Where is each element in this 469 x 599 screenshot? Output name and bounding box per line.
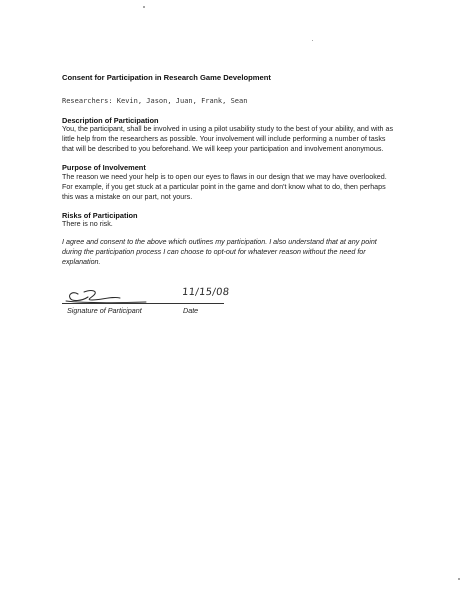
agreement-paragraph — [62, 238, 422, 267]
section-body-purpose — [62, 173, 422, 202]
scan-speck — [312, 40, 313, 41]
body-line: little help from the researchers as possible. Your involvement will include performing a number of tasks — [62, 134, 386, 143]
signature-label: Signature of Participant — [67, 306, 142, 315]
scan-speck — [143, 6, 145, 8]
section-body-risks — [62, 220, 422, 230]
agreement-line: explanation. — [62, 257, 101, 266]
agreement-line: during the participation process I can choose to opt-out for whatever reason without the need for — [62, 247, 366, 256]
handwritten-date: 11/15/08 — [181, 287, 230, 298]
section-heading-purpose: Purpose of Involvement — [62, 163, 146, 172]
body-line: this was a mistake on our part, not yours. — [62, 192, 193, 201]
body-line: that will be described to you beforehand. We will keep your participation and involvement anonymous. — [62, 144, 384, 153]
body-line: There is no risk. — [62, 220, 113, 228]
scan-speck — [458, 578, 460, 580]
signature-line — [62, 303, 185, 304]
document-title: Consent for Participation in Research Game Development — [62, 73, 271, 82]
researchers-line: Researchers: Kevin, Jason, Juan, Frank, Sean — [62, 97, 248, 105]
body-line: For example, if you get stuck at a particular point in the game and don't know what to do, then perhaps — [62, 182, 386, 191]
section-heading-risks: Risks of Participation — [62, 211, 138, 220]
section-body-description — [62, 125, 422, 154]
date-label: Date — [183, 306, 199, 315]
body-line: The reason we need your help is to open our eyes to flaws in our design that we may have overlooked. — [62, 173, 387, 181]
section-heading-description: Description of Participation — [62, 116, 159, 125]
agreement-line: I agree and consent to the above which outlines my participation. I also understand that at any point — [62, 238, 377, 246]
body-line: You, the participant, shall be involved in using a pilot usability study to the best of your ability, and with as — [62, 125, 394, 133]
date-line — [178, 303, 224, 304]
